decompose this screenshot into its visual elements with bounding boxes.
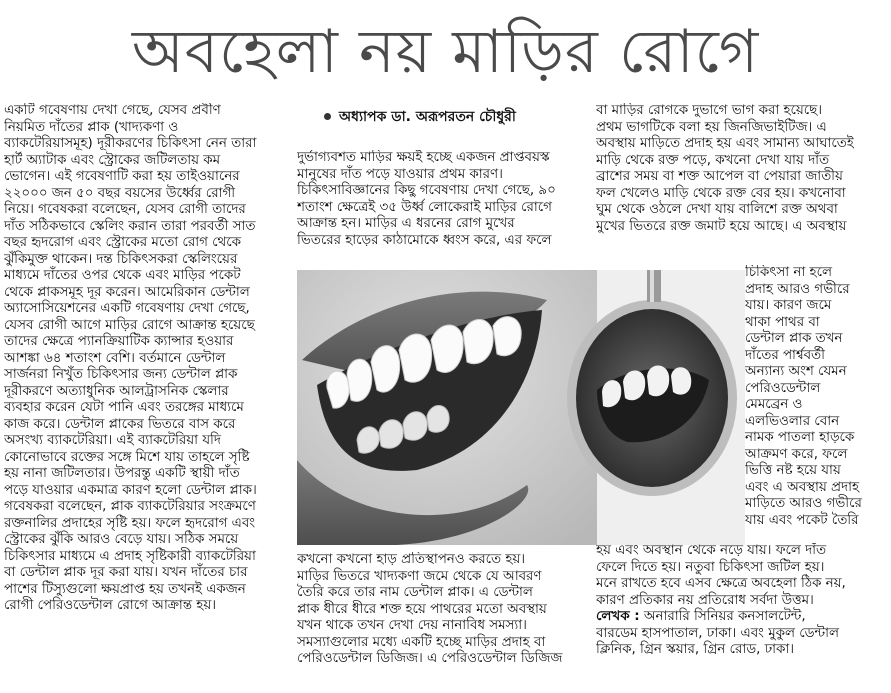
text-line: তৈরি করে তার নাম ডেন্টাল প্লাক। এ ডেন্টাল: [297, 585, 533, 600]
text-line: সার্জনরা নিখুঁত চিকিৎসার জন্য ডেন্টাল প্লাক: [4, 367, 238, 382]
text-line: বছর হৃদরোগ এবং স্ট্রোকের মতো রোগ থেকে: [4, 235, 241, 250]
text-line: ফল খেলেও মাড়ি থেকে রক্ত বের হয়। কখনোবা: [596, 185, 846, 201]
text-line: দুর্ভাগ্যবশত মাড়ির ক্ষয়ই হচ্ছে একজন প্রাপ্তবয়স্ক: [297, 150, 550, 165]
text-line: রক্তনালির প্রদাহের সৃষ্টি হয়। ফলে হৃদরোগ এবং: [4, 515, 256, 531]
text-line: কারণ প্রতিকার নয় প্রতিরোধ সর্বদা উত্তম।: [596, 592, 814, 608]
text-line: প্রদাহ আরও গভীরে: [745, 281, 850, 297]
author-name: অধ্যাপক ডা. অরূপরতন চৌধুরী: [339, 109, 516, 125]
text-line: আক্রান্ত হন। মাড়ির এ ধরনের রোগ মুখের: [297, 216, 515, 231]
article-column-1: [4, 103, 291, 693]
text-line: মাড়ি থেকে রক্ত পড়ে, কখনো দেখা যায় দাঁত: [596, 152, 830, 168]
text-line: ডেন্টাল প্লাক তখন: [745, 331, 843, 346]
text-line: অসংখ্য ব্যাকটেরিয়া। এই ব্যাকটেরিয়া যদি: [4, 433, 221, 448]
text-line: যেসব রোগী আগে মাড়ির রোগে আক্রান্ত হয়েছে: [4, 317, 255, 333]
text-line: প্রথম ভাগটিকে বলা হয় জিনজিভাইটিজ। এ: [596, 119, 827, 135]
article-column-2-bottom: [297, 552, 589, 693]
text-line: মাড়ির ভিতরে খাদ্যকণা জমে থেকে যে আবরণ: [297, 568, 542, 584]
text-line: বা মাড়ির রোগকে দুভাগে ভাগ করা হয়েছে।: [596, 103, 823, 118]
text-line: অ্যাসোসিয়েশনের একটি গবেষণায় দেখা গেছে,: [4, 301, 250, 316]
text-line: থাকা পাথর বা: [745, 314, 820, 330]
text-line: পড়ে যাওয়ার একমাত্র কারণ হলো ডেন্টাল প্লাক।: [4, 482, 257, 498]
text-line: তাদের ক্ষেত্রে প্যানক্রিয়াটিক ক্যান্সার হওয়ার: [4, 334, 234, 349]
bullet-icon: [324, 113, 331, 120]
article-column-3-bottom: [596, 543, 888, 693]
text-line: কোনোভাবে রক্তের সঙ্গে মিশে যায় তাহলে সৃষ্টি: [4, 449, 250, 465]
text-line: যায়। কারণ জমে: [745, 298, 832, 313]
text-line: হার্ট অ্যাটাক এবং স্ট্রোকের জটিলতায় কম: [4, 152, 221, 168]
text-line: স্ট্রোকের ঝুঁকি আরও বেড়ে যায়। সঠিক সময়ে: [4, 532, 239, 547]
text-line: ফেলে দিতে হয়। নতুবা চিকিৎসা জটিল হয়।: [596, 559, 825, 575]
text-line: মুখের ভিতরে রক্ত জমাট হয়ে আছে। এ অবস্থায়: [596, 218, 847, 234]
text-line: মনে রাখতে হবে এসব ক্ষেত্রে অবহেলা ঠিক নয়,: [596, 576, 846, 591]
text-line: পাশের টিস্যুগুলো ক্ষয়প্রাপ্ত হয় তখনই একজন: [4, 581, 246, 597]
writer-credit-line-1: অনারারি সিনিয়র কনসালটেন্ট,: [639, 609, 806, 624]
text-line: ব্যবহার করেন যেটা পানি এবং তরঙ্গের মাধ্যমে: [4, 400, 244, 415]
text-line: অবস্থায় মাড়িতে প্রদাহ হয় এবং সামান্য আঘাতেই: [596, 136, 854, 151]
text-line: ঘুম থেকে ওঠলে দেখা যায় বালিশে রক্ত অথবা: [596, 202, 838, 217]
text-line: ঝুঁকিমুক্ত থাকেন। দন্ত চিকিৎসকরা স্কেলিংয়ের: [4, 251, 238, 267]
writer-credit: [596, 609, 888, 626]
text-line: মানুষের দাঁত পড়ে যাওয়ার প্রথম কারণ।: [297, 166, 503, 182]
text-line: হয় এবং অবস্থান থেকে নড়ে যায়। ফলে দাঁত: [596, 543, 827, 558]
text-line: ব্রাশের সময় বা শক্ত আপেল বা পেয়ারা জাতীয়: [596, 169, 843, 184]
text-line: ব্যাকটেরিয়াসমূহ) দূরীকরণের চিকিৎসা নেন তারা: [4, 136, 257, 151]
text-line: হয় নানা জটিলতার। উপরন্তু একটি স্থায়ী দাঁত: [4, 466, 240, 481]
text-line: চিকিৎসার মাধ্যমে এ প্রদাহ সৃষ্টিকারী ব্যাকটেরিয়া: [4, 548, 256, 564]
text-line: এবং এ অবস্থায় প্রদাহ: [745, 479, 859, 495]
text-line: ভোগেন। এই গবেষণাটি করা হয় তাইওয়ানের: [4, 169, 240, 184]
text-line: মাধ্যমে দাঁতের ওপর থেকে এবং মাড়ির পকেট: [4, 268, 241, 283]
text-line: বা ডেন্টাল প্লাক দূর করা যায়। যখন দাঁতের চার: [4, 565, 248, 580]
text-line: শতাংশ ক্ষেত্রেই ৩৫ উর্ধ্ব লোকেরাই মাড়ির রোগে: [297, 199, 552, 215]
writer-credit-line-2: বারডেম হাসপাতাল, ঢাকা। এবং মুকুল ডেন্টাল: [596, 625, 839, 641]
text-line: গবেষকরা বলেছেন, প্লাক ব্যাকটেরিয়ার সংক্রমণে: [4, 499, 256, 514]
text-line: চিকিৎসাবিজ্ঞানের কিছু গবেষণায় দেখা গেছে, ৯০: [297, 183, 556, 198]
text-line: নিয়ে। গবেষকরা বলেছেন, যেসব রোগী তাদের: [4, 202, 246, 217]
text-line: আশঙ্কা ৬৪ শতাংশ বেশি। বর্তমানে ডেন্টাল: [4, 350, 226, 366]
text-line: সমস্যাগুলোর মধ্যে একটি হচ্ছে মাড়ির প্রদাহ বা: [297, 634, 546, 650]
text-line: মেমব্রেন ও: [745, 397, 803, 412]
text-line: ভিত্তি নষ্ট হয়ে যায়: [745, 463, 841, 478]
text-line: কাজ করে। ডেন্টাল প্লাকের ভিতরে বাস করে: [4, 416, 236, 432]
text-line: পেরিওডেন্টাল: [745, 380, 821, 396]
writer-label: লেখক :: [596, 609, 640, 624]
text-line: থেকে প্লাকসমূহ দূর করেন। আমেরিকান ডেন্টাল: [4, 284, 250, 300]
text-line: যখন থাকে তখন দেখা দেয় নানাবিধ সমস্যা।: [297, 618, 527, 633]
text-line: অন্যান্য অংশ যেমন: [745, 364, 847, 379]
text-line: নিয়মিত দাঁতের প্লাক (খাদ্যকণা ও: [4, 119, 179, 135]
headline: অবহেলা নয় মাড়ির রোগে: [131, 17, 760, 87]
article-column-3-narrow: [745, 265, 888, 541]
text-line: একটি গবেষণায় দেখা গেছে, যেসব প্রবীণ: [4, 103, 221, 118]
text-line: প্লাক ধীরে ধীরে শক্ত হয়ে পাথরের মতো অবস্থায়: [297, 601, 547, 617]
smile-dental-mirror-photo: [297, 270, 745, 545]
tooth-mirror-icon: [297, 270, 745, 545]
writer-credit-line-3: ক্লিনিক, গ্রিন স্কয়ার, গ্রিন রোড, ঢাকা।: [596, 642, 795, 657]
text-line: দাঁত সঠিকভাবে স্কেলিং করান তারা পরবর্তী সাত: [4, 218, 256, 234]
article-column-2-top: [297, 150, 589, 266]
text-line: নামক পাতলা হাড়কে: [745, 430, 855, 445]
article-column-3-top: [596, 103, 888, 265]
text-line: দাঁতের পার্শ্ববর্তী: [745, 347, 825, 363]
text-line: চিকিৎসা না হলে: [745, 265, 832, 280]
text-line: আক্রমণ করে, ফলে: [745, 446, 848, 462]
text-line: ২২০০০ জন ৫০ বছর বয়সের উর্ধ্বের রোগী: [4, 185, 236, 201]
text-line: রোগী পেরিওডেন্টাল রোগে আক্রান্ত হয়।: [4, 598, 217, 613]
text-line: পেরিওডেন্টাল ডিজিজ। এ পেরিওডেন্টাল ডিজিজ: [297, 651, 563, 666]
text-line: এলভিওলার বোন: [745, 413, 840, 429]
text-line: মাড়িতে আরও গভীরে: [745, 496, 862, 511]
text-line: যায় এবং পকেট তৈরি: [745, 512, 859, 528]
text-line: দূরীকরণে অত্যাধুনিক আলট্রাসনিক স্কেলার: [4, 383, 229, 399]
author-byline: [318, 108, 588, 126]
article-column-3-bottom-text: [596, 543, 888, 609]
text-line: ভিতরের হাড়ের কাঠামোকে ধ্বংস করে, এর ফলে: [297, 232, 552, 248]
text-line: কখনো কখনো হাড় প্রতিস্থাপনও করতে হয়।: [297, 552, 526, 567]
